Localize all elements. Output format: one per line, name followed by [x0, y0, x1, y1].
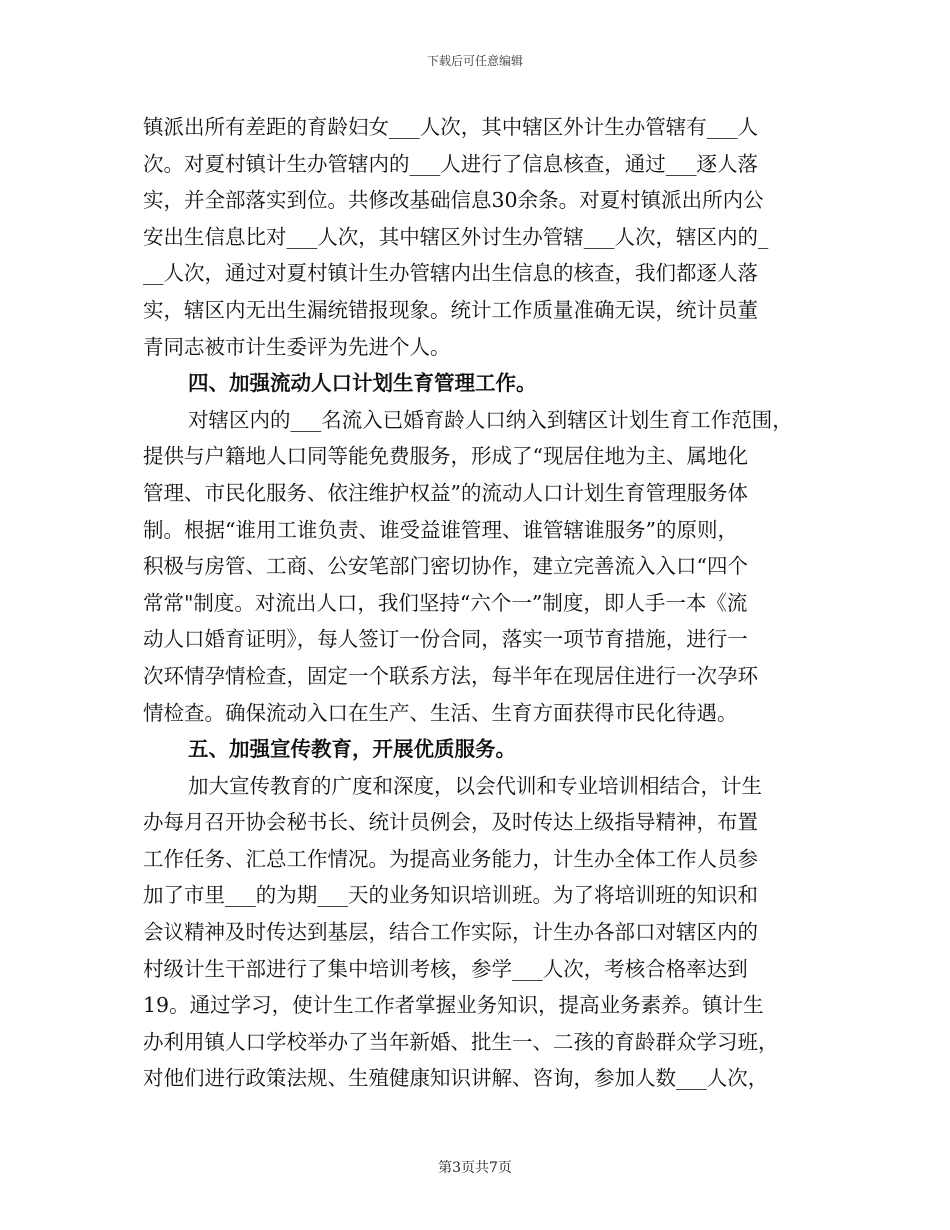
paragraph-line: 情检查。确保流动入口在生产、生活、生育方面获得市民化待遇。 [143, 700, 738, 725]
page-number: 第3页共7页 [438, 1160, 512, 1176]
paragraph-line: 加了市里___的为期___天的业务知识培训班。为了将培训班的知识和 [143, 883, 758, 908]
paragraph-line: 工作任务、汇总工作情况。为提高业务能力，计生办全体工作人员参 [143, 846, 758, 871]
paragraph-line: 对辖区内的___名流入已婚育龄人口纳入到辖区计划生育工作范围， [188, 407, 793, 432]
paragraph-line: 制。根据“谁用工谁负责、谁受益谁管理、谁管辖谁服务”的原则， [143, 517, 738, 542]
paragraph-line: 积极与房管、工商、公安笔部门密切协作，建立完善流入入口“四个 [143, 554, 748, 579]
paragraph-line: __人次，通过对夏村镇计生办管辖内出生信息的核查，我们都逐人落 [143, 261, 758, 286]
section-heading: 四、加强流动人口计划生育管理工作。 [188, 371, 537, 396]
page-header: 下载后可任意编辑 [426, 54, 523, 68]
paragraph-line: 会议精神及时传达到基层，结合工作实际，计生办各部口对辖区内的 [143, 920, 758, 945]
paragraph-line: 安出生信息比对___人次，其中辖区外讨生办管辖___人次，辖区内的_ [143, 224, 769, 249]
paragraph-line: 次。对夏村镇计生办管辖内的___人进行了信息核查，通过___逐人落 [143, 151, 758, 176]
paragraph-line: 镇派出所有差距的育龄妇女___人次，其中辖区外计生办管辖有___人 [143, 115, 758, 139]
paragraph-line: 对他们进行政策法规、生殖健康知识讲解、咨询，参加人数___人次， [143, 1066, 769, 1091]
document-body [143, 109, 823, 1097]
paragraph-line: 办利用镇人口学校举办了当年新婚、批生一、二孩的育龄群众学习班， [143, 1029, 779, 1054]
paragraph-line: 提供与户籍地人口同等能免费服务，形成了“现居住地为主、属地化 [143, 444, 748, 469]
paragraph-line: 管理、市民化服务、依注维护权益”的流动人口计划生育管理服务体 [143, 480, 748, 505]
paragraph-line: 实，并全部落实到位。共修改基础信息30余条。对夏村镇派出所内公 [143, 188, 764, 213]
paragraph-line: 青同志被市计生委评为先进个人。 [143, 334, 451, 359]
paragraph-line: 办每月召开协会秘书长、统计员例会，及时传达上级指导精神，布置 [143, 810, 758, 835]
paragraph-line: 实，辖区内无出生漏统错报现象。统计工作质量准确无误，统计员董 [143, 297, 758, 322]
paragraph-line: 村级计生干部进行了集中培训考核，参学___人次，考核合格率达到 [143, 956, 748, 981]
paragraph-line: 常常"制度。对流出人口，我们坚持“六个一”制度，即人手一本《流 [143, 590, 748, 615]
section-heading: 五、加强宣传教育，开展优质服务。 [188, 737, 516, 762]
paragraph-line: 19。通过学习，使计生工作者掌握业务知识，提高业务素养。镇计生 [143, 993, 764, 1018]
paragraph-line: 动人口婚育证明》，每人签订一份合同，落实一项节育措施，进行一 [143, 627, 748, 652]
paragraph-line: 加大宣传教育的广度和深度，以会代训和专业培训相结合，计生 [188, 773, 762, 798]
paragraph-line: 次环情孕情检查，固定一个联系方法，每半年在现居住进行一次孕环 [143, 663, 758, 688]
